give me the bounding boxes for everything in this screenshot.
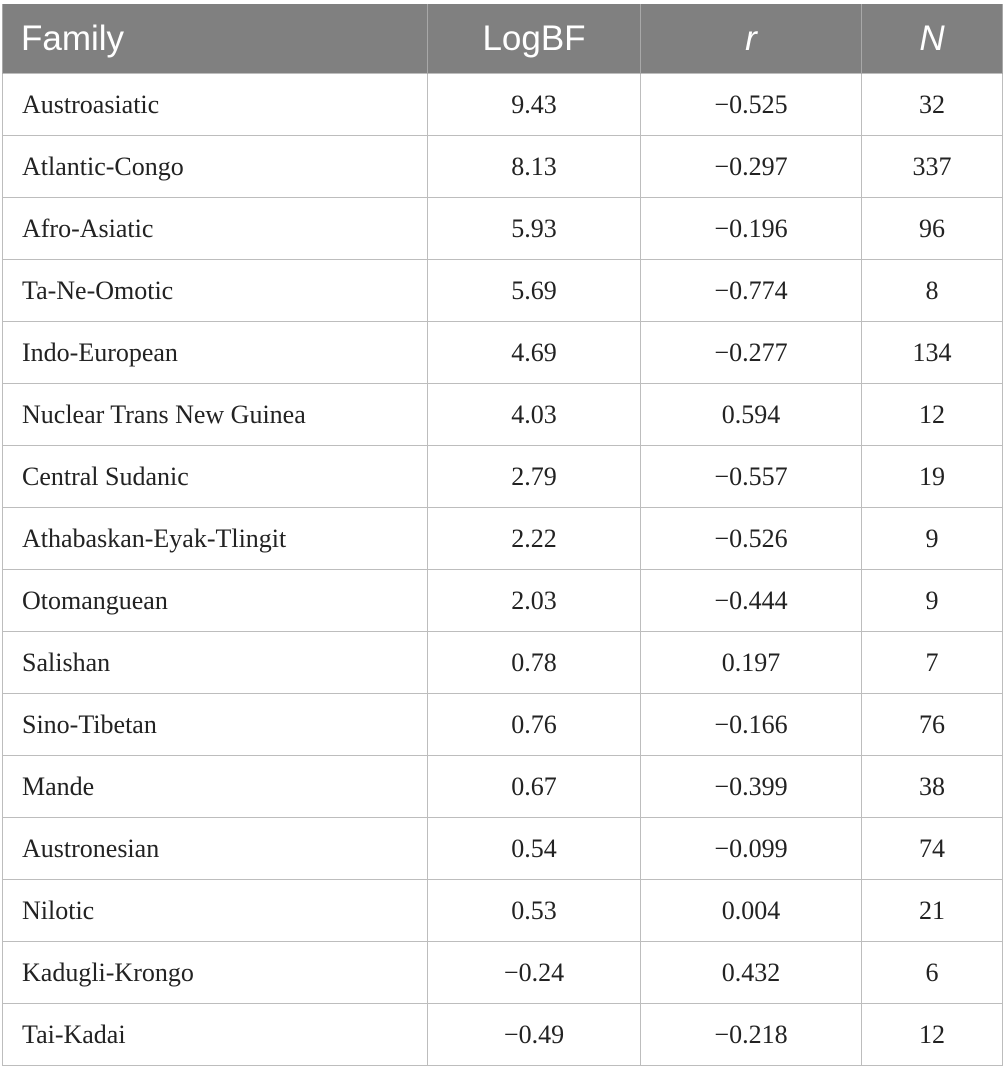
- header-row: [3, 4, 1003, 74]
- cell-logbf: 2.79: [428, 446, 641, 508]
- cell-family: Tai-Kadai: [3, 1004, 428, 1066]
- cell-r: −0.099: [641, 818, 862, 880]
- cell-logbf: 0.54: [428, 818, 641, 880]
- table-row: [3, 446, 1003, 508]
- cell-r: 0.197: [641, 632, 862, 694]
- cell-n: 8: [862, 260, 1003, 322]
- cell-n: 96: [862, 198, 1003, 260]
- cell-logbf: 2.22: [428, 508, 641, 570]
- header-logbf: LogBF: [428, 4, 641, 74]
- cell-logbf: 9.43: [428, 74, 641, 136]
- cell-r: −0.526: [641, 508, 862, 570]
- cell-family: Ta-Ne-Omotic: [3, 260, 428, 322]
- table-row: [3, 756, 1003, 818]
- cell-n: 76: [862, 694, 1003, 756]
- cell-n: 38: [862, 756, 1003, 818]
- table-row: [3, 880, 1003, 942]
- cell-logbf: 4.03: [428, 384, 641, 446]
- cell-logbf: 5.93: [428, 198, 641, 260]
- cell-family: Nilotic: [3, 880, 428, 942]
- cell-logbf: 2.03: [428, 570, 641, 632]
- cell-n: 19: [862, 446, 1003, 508]
- table-header: [3, 4, 1003, 74]
- cell-family: Austronesian: [3, 818, 428, 880]
- cell-n: 74: [862, 818, 1003, 880]
- cell-r: −0.196: [641, 198, 862, 260]
- cell-family: Otomanguean: [3, 570, 428, 632]
- cell-n: 12: [862, 384, 1003, 446]
- cell-family: Salishan: [3, 632, 428, 694]
- cell-family: Mande: [3, 756, 428, 818]
- cell-n: 337: [862, 136, 1003, 198]
- cell-n: 12: [862, 1004, 1003, 1066]
- cell-n: 7: [862, 632, 1003, 694]
- cell-r: 0.004: [641, 880, 862, 942]
- cell-n: 9: [862, 570, 1003, 632]
- cell-r: −0.166: [641, 694, 862, 756]
- results-table: [2, 4, 1003, 1066]
- cell-family: Athabaskan-Eyak-Tlingit: [3, 508, 428, 570]
- table-row: [3, 384, 1003, 446]
- cell-logbf: 0.67: [428, 756, 641, 818]
- cell-logbf: 0.53: [428, 880, 641, 942]
- table-row: [3, 570, 1003, 632]
- cell-logbf: 5.69: [428, 260, 641, 322]
- cell-family: Central Sudanic: [3, 446, 428, 508]
- table-row: [3, 198, 1003, 260]
- cell-family: Indo-European: [3, 322, 428, 384]
- table-row: [3, 694, 1003, 756]
- cell-n: 134: [862, 322, 1003, 384]
- cell-family: Nuclear Trans New Guinea: [3, 384, 428, 446]
- cell-n: 9: [862, 508, 1003, 570]
- header-r: r: [641, 4, 862, 74]
- cell-n: 6: [862, 942, 1003, 1004]
- cell-r: −0.444: [641, 570, 862, 632]
- table-row: [3, 136, 1003, 198]
- table-row: [3, 508, 1003, 570]
- cell-r: −0.277: [641, 322, 862, 384]
- cell-logbf: −0.49: [428, 1004, 641, 1066]
- table-row: [3, 818, 1003, 880]
- cell-r: 0.594: [641, 384, 862, 446]
- cell-logbf: 4.69: [428, 322, 641, 384]
- cell-n: 32: [862, 74, 1003, 136]
- table-body: [3, 74, 1003, 1066]
- cell-logbf: 0.76: [428, 694, 641, 756]
- cell-family: Atlantic-Congo: [3, 136, 428, 198]
- cell-family: Kadugli-Krongo: [3, 942, 428, 1004]
- cell-r: −0.774: [641, 260, 862, 322]
- cell-n: 21: [862, 880, 1003, 942]
- cell-logbf: 0.78: [428, 632, 641, 694]
- table-row: [3, 942, 1003, 1004]
- results-table-container: [2, 4, 1002, 1066]
- cell-family: Afro-Asiatic: [3, 198, 428, 260]
- cell-r: −0.525: [641, 74, 862, 136]
- cell-r: 0.432: [641, 942, 862, 1004]
- table-row: [3, 322, 1003, 384]
- cell-logbf: 8.13: [428, 136, 641, 198]
- table-row: [3, 632, 1003, 694]
- cell-family: Austroasiatic: [3, 74, 428, 136]
- header-family: Family: [3, 4, 428, 74]
- cell-r: −0.557: [641, 446, 862, 508]
- cell-family: Sino-Tibetan: [3, 694, 428, 756]
- cell-r: −0.218: [641, 1004, 862, 1066]
- table-row: [3, 74, 1003, 136]
- table-row: [3, 1004, 1003, 1066]
- header-n: N: [862, 4, 1003, 74]
- cell-logbf: −0.24: [428, 942, 641, 1004]
- cell-r: −0.297: [641, 136, 862, 198]
- cell-r: −0.399: [641, 756, 862, 818]
- table-row: [3, 260, 1003, 322]
